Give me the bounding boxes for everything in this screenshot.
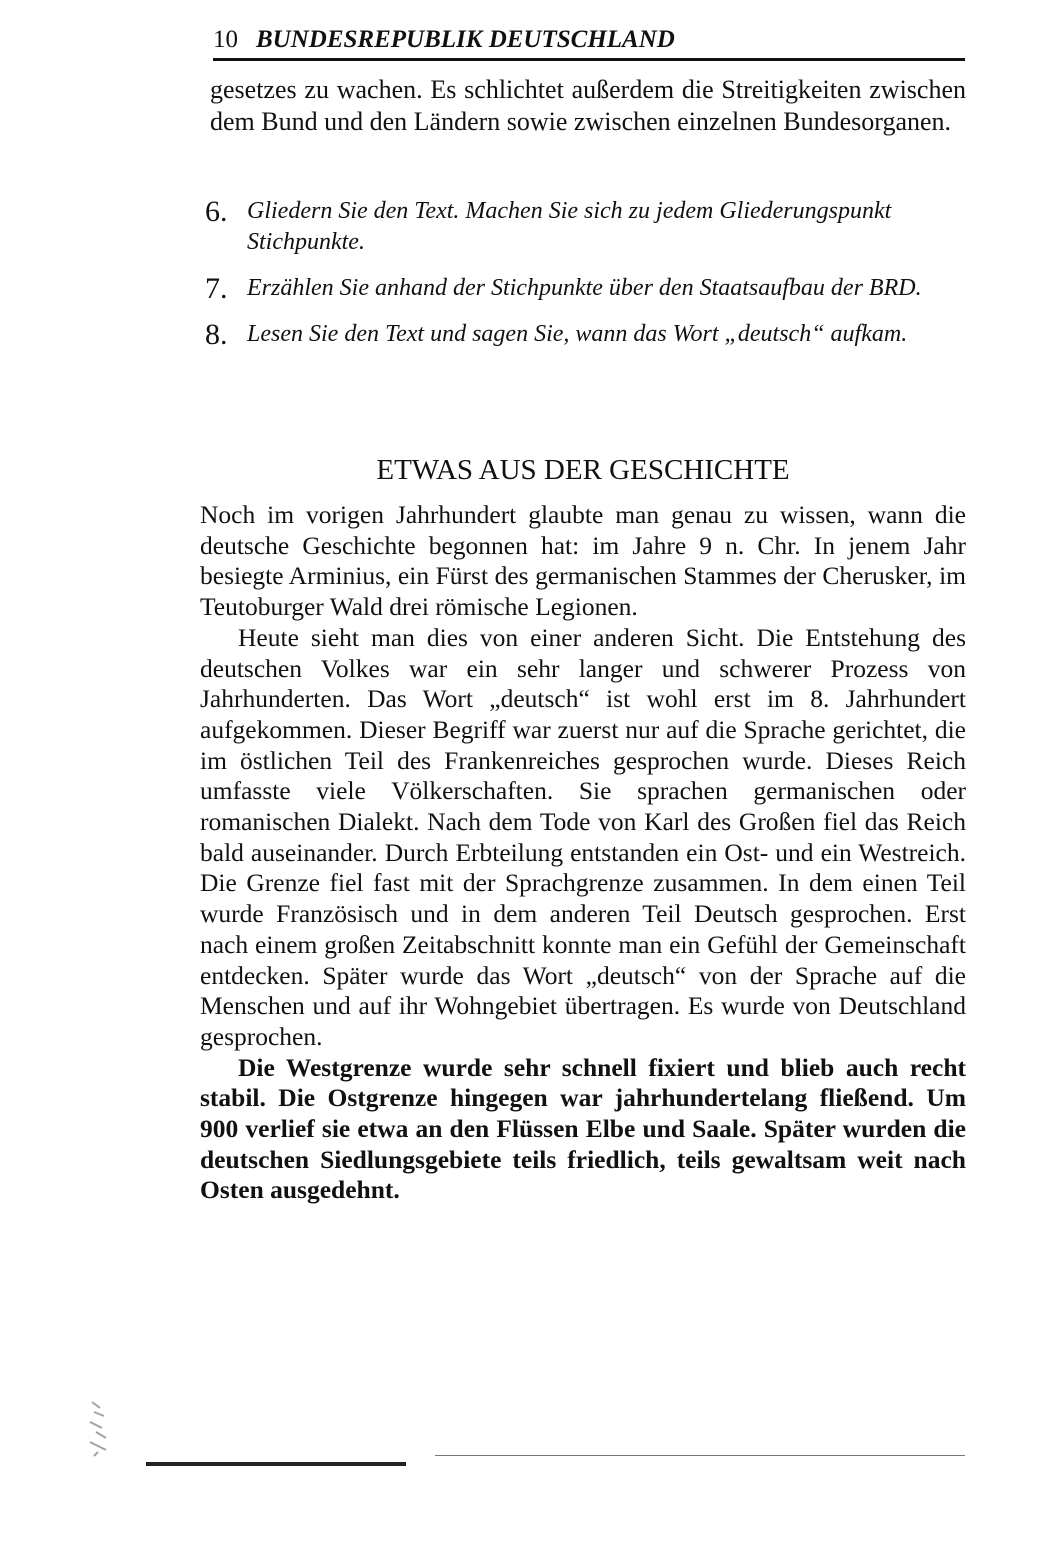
task-text: Lesen Sie den Text und sagen Sie, wann das Wort „deutsch“ aufkam. [247,321,908,347]
intro-paragraph: gesetzes zu wachen. Es schlichtet außerdem die Streitigkeiten zwischen dem Bund und den Ländern sowie zwischen einzelnen Bundesorganen. [210,75,966,136]
task-list [205,196,967,365]
task-item [205,319,967,350]
task-number: 8. [205,318,228,351]
task-item [205,196,967,258]
task-number: 7. [205,272,228,305]
body-paragraph: Die Westgrenze wurde sehr schnell fixiert und blieb auch recht stabil. Die Ostgrenze hingegen war jahrhundertelang fließend. Um 900 verlief sie etwa an den Flüssen Elbe und Saale. Später wurden die deutschen Siedlungsgebiete teils friedlich, teils gewaltsam weit nach Osten ausgedehnt. [200,1052,966,1205]
body-paragraph: Noch im vorigen Jahrhundert glaubte man genau zu wissen, wann die deutsche Geschichte begonnen hat: im Jahre 9 n. Chr. In jenem Jahr besiegte Arminius, ein Fürst des germanischen Stammes der Cherusker, im Teutoburger Wald drei römische Legionen. [200,500,966,622]
section-body [200,500,966,1206]
task-text: Erzählen Sie anhand der Stichpunkte über den Staatsaufbau der BRD. [247,275,922,301]
running-title: BUNDESREPUBLIK DEUTSCHLAND [256,26,675,53]
task-item [205,273,967,304]
task-text: Gliedern Sie den Text. Machen Sie sich zu jedem Gliederungspunkt Stichpunkte. [247,198,892,255]
section-heading: ETWAS AUS DER GESCHICHTE [376,454,790,486]
task-number: 6. [205,195,228,228]
scan-smudge-icon [86,1398,110,1458]
body-paragraph: Heute sieht man dies von einer anderen Sicht. Die Entstehung des deutschen Volkes war ein sehr langer und schwerer Prozess von Jahrhunderten. Das Wort „deutsch“ ist wohl erst im 8. Jahrhundert aufgekommen. Dieser Begriff war zuerst nur auf die Sprache gerichtet, die im östlichen Teil des Frankenreiches gesprochen wurde. Dieses Reich umfasste viele Völkerschaften. Sie sprachen germanischen oder romanischen Dialekt. Nach dem Tode von Karl des Großen fiel das Reich bald auseinander. Durch Erbteilung entstanden ein Ost- und ein Westreich. Die Grenze fiel fast mit der Sprachgrenze zusammen. In dem einen Teil wurde Französisch und in dem anderen Teil Deutsch gesprochen. Erst nach einem großen Zeitabschnitt konnte man ein Gefühl der Gemeinschaft entdecken. Später wurde das Wort „deutsch“ von der Sprache auf die Menschen und auf ihr Wohngebiet übertragen. Es wurde von Deutschland gesprochen. [200,622,966,1051]
bottom-rule [146,1462,406,1466]
page-number: 10 [213,26,238,53]
bottom-rule-faint [435,1455,965,1456]
page-header [213,22,965,61]
